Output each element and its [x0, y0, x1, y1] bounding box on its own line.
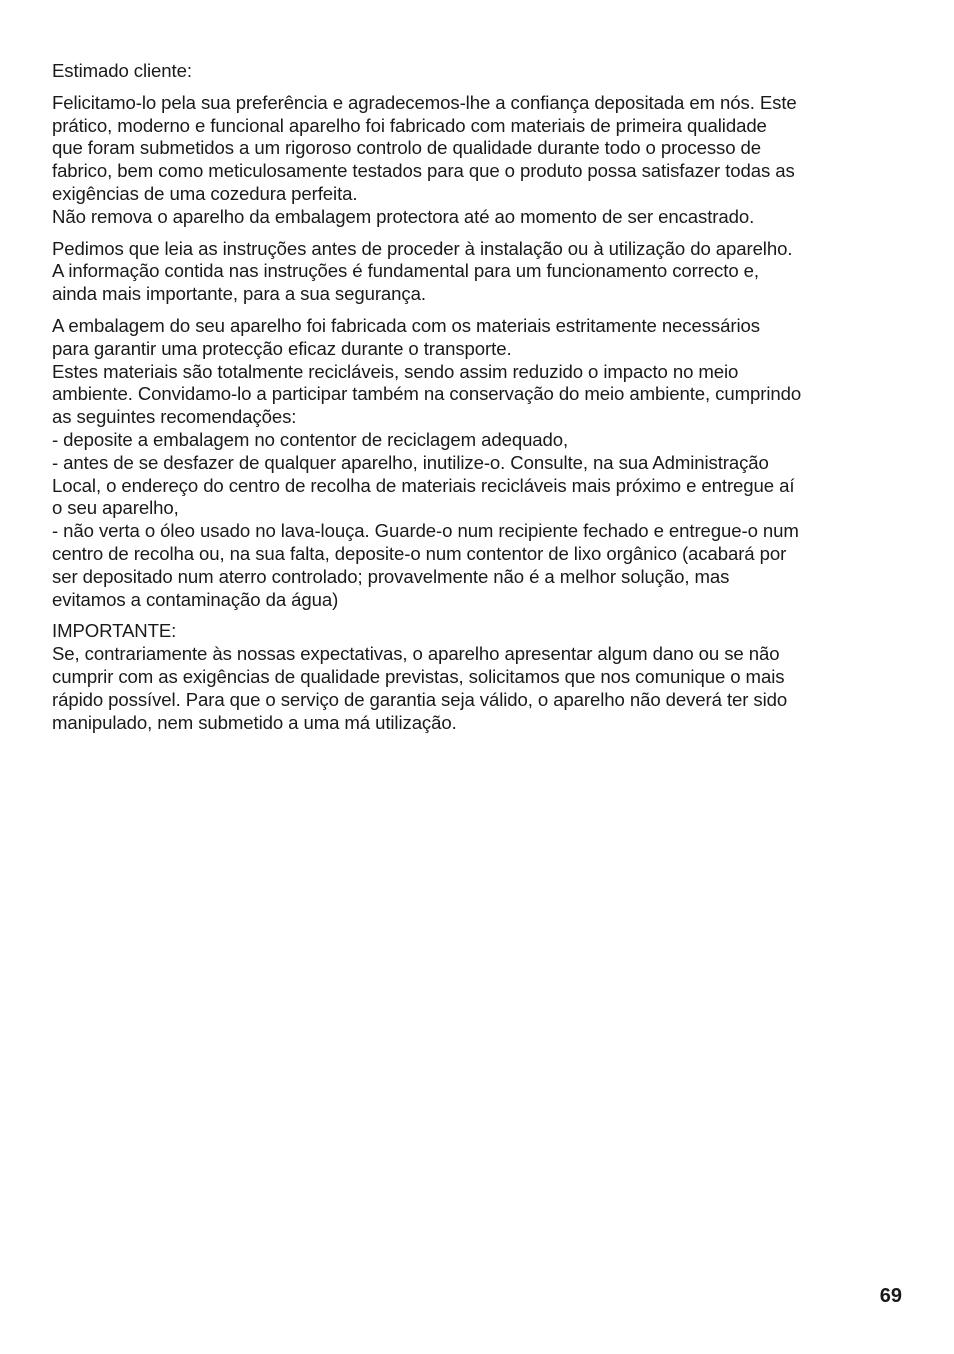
- text-line: o seu aparelho,: [52, 497, 179, 519]
- text-line: Felicitamo-lo pela sua preferência e agradecemos-lhe a confiança depositada em nós. Este: [52, 91, 797, 113]
- text-line: Pedimos que leia as instruções antes de proceder à instalação ou à utilização do aparelho.: [52, 237, 793, 259]
- important-paragraph: [52, 620, 902, 734]
- text-line: A embalagem do seu aparelho foi fabricada com os materiais estritamente necessários: [52, 314, 760, 336]
- text-line: Estes materiais são totalmente recicláveis, sendo assim reduzido o impacto no meio: [52, 360, 739, 382]
- text-line: ambiente. Convidamo-lo a participar também na conservação do meio ambiente, cumprindo: [52, 383, 802, 405]
- text-line: exigências de uma cozedura perfeita.: [52, 182, 358, 204]
- text-line: A informação contida nas instruções é fundamental para um funcionamento correcto e,: [52, 260, 759, 282]
- text-line: as seguintes recomendações:: [52, 406, 297, 428]
- list-item: - antes de se desfazer de qualquer aparelho, inutilize-o. Consulte, na sua Administração: [52, 451, 769, 473]
- text-line: evitamos a contaminação da água): [52, 588, 339, 610]
- text-line: prático, moderno e funcional aparelho foi fabricado com materiais de primeira qualidade: [52, 114, 767, 136]
- text-line: ser depositado num aterro controlado; provavelmente não é a melhor solução, mas: [52, 565, 730, 587]
- greeting: Estimado cliente:: [52, 60, 192, 81]
- important-heading: IMPORTANTE:: [52, 620, 177, 642]
- text-line: Se, contrariamente às nossas expectativas, o aparelho apresentar algum dano ou se não: [52, 643, 780, 665]
- text-line: fabrico, bem como meticulosamente testados para que o produto possa satisfazer todas as: [52, 160, 795, 182]
- text-line: centro de recolha ou, na sua falta, deposite-o num contentor de lixo orgânico (acabará por: [52, 542, 787, 564]
- text-line: manipulado, nem submetido a uma má utilização.: [52, 711, 457, 733]
- text-line: ainda mais importante, para a sua segurança.: [52, 283, 426, 305]
- list-item: - não verta o óleo usado no lava-louça. Guarde-o num recipiente fechado e entregue-o num: [52, 520, 799, 542]
- intro-paragraph: [52, 92, 902, 229]
- text-line: rápido possível. Para que o serviço de garantia seja válido, o aparelho não deverá ter sido: [52, 688, 788, 710]
- text-line: Local, o endereço do centro de recolha de materiais recicláveis mais próximo e entregue aí: [52, 474, 795, 496]
- page-number: 69: [879, 1285, 902, 1307]
- document-body: [52, 60, 902, 734]
- instructions-paragraph: [52, 238, 902, 306]
- packaging-paragraph: [52, 315, 902, 611]
- text-line: que foram submetidos a um rigoroso controlo de qualidade durante todo o processo de: [52, 137, 762, 159]
- text-line: Não remova o aparelho da embalagem protectora até ao momento de ser encastrado.: [52, 205, 755, 227]
- list-item: - deposite a embalagem no contentor de reciclagem adequado,: [52, 428, 569, 450]
- text-line: cumprir com as exigências de qualidade previstas, solicitamos que nos comunique o mais: [52, 665, 785, 687]
- text-line: para garantir uma protecção eficaz durante o transporte.: [52, 337, 512, 359]
